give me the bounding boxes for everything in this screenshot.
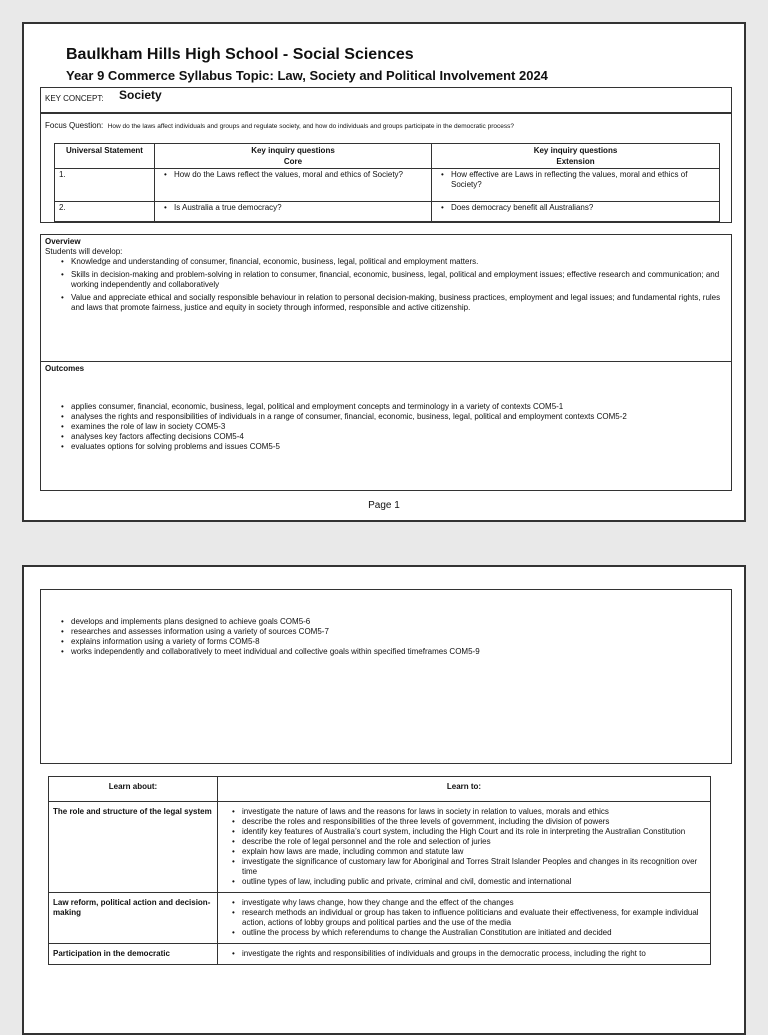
overview-list [59, 257, 726, 313]
outcomes-continued-list [59, 617, 736, 657]
list-item: • researches and assesses information using a variety of sources COM5-7 [71, 627, 736, 637]
key-concept-value: Society [119, 88, 162, 102]
list-item: • works independently and collaboratively to meet individual and collective goals within specified timeframes COM5-9 [71, 647, 736, 657]
list-item: • explain how laws are made, including common and statute law [242, 847, 706, 857]
extension-header: Key inquiry questions Extension [432, 144, 720, 169]
outcomes-continued-box [40, 589, 732, 764]
learn-table [48, 776, 711, 965]
list-item: • evaluates options for solving problems and issues COM5-5 [71, 442, 736, 452]
list-item: • Knowledge and understanding of consumer, financial, economic, business, legal, political and employment matters. [71, 257, 726, 267]
list-item: • describe the roles and responsibilities of the three levels of government, including the division of powers [242, 817, 706, 827]
learn-to-list [222, 898, 706, 938]
list-item: • examines the role of law in society COM5-3 [71, 422, 736, 432]
core-question: • Is Australia a true democracy? [174, 203, 427, 213]
table-row [55, 202, 720, 222]
core-header: Key inquiry questions Core [155, 144, 432, 169]
overview-box [40, 234, 732, 362]
list-item: • applies consumer, financial, economic, business, legal, political and employment concepts and terminology in a variety of contexts COM5-1 [71, 402, 736, 412]
key-concept-label: KEY CONCEPT: [45, 94, 104, 103]
outcomes-title: Outcomes [45, 364, 85, 373]
extension-question: • Does democracy benefit all Australians? [451, 203, 715, 213]
table-row [55, 169, 720, 202]
focus-question-text: How do the laws affect individuals and groups and regulate society, and how do individuals and groups participate in the democratic process? [107, 123, 514, 130]
list-item: • identify key features of Australia’s court system, including the High Court and its role in interpreting the Australian Constitution [242, 827, 706, 837]
list-item: • research methods an individual or group has taken to influence politicians and evaluate their effectiveness, for example individual action, actions of lobby groups and political parties and the use of the media [242, 908, 706, 928]
learn-to-list [222, 807, 706, 887]
inquiry-questions-table [54, 143, 720, 222]
school-title: Baulkham Hills High School - Social Sciences [66, 46, 414, 63]
overview-intro: Students will develop: [45, 247, 123, 256]
learn-to-list [222, 949, 706, 959]
learn-about-topic: Law reform, political action and decision-making [49, 893, 218, 944]
learn-to-header: Learn to: [218, 777, 711, 802]
table-row [49, 944, 711, 965]
list-item: • analyses the rights and responsibilities of individuals in a range of consumer, financial, economic, business, legal, political and employment contexts COM5-2 [71, 412, 736, 422]
key-concept-row [40, 87, 732, 113]
list-item: • investigate why laws change, how they change and the effect of the changes [242, 898, 706, 908]
list-item: • outline types of law, including public and private, criminal and civil, domestic and international [242, 877, 706, 887]
table-row [49, 893, 711, 944]
list-item: • explains information using a variety of forms COM5-8 [71, 637, 736, 647]
list-item: • investigate the rights and responsibilities of individuals and groups in the democratic process, including the right to [242, 949, 706, 959]
row-number: 1. [55, 169, 155, 202]
learn-about-topic: The role and structure of the legal system [49, 802, 218, 893]
core-question: • How do the Laws reflect the values, moral and ethics of Society? [174, 170, 427, 180]
syllabus-subtitle: Year 9 Commerce Syllabus Topic: Law, Society and Political Involvement 2024 [66, 68, 548, 83]
list-item: • investigate the nature of laws and the reasons for laws in society in relation to values, morals and ethics [242, 807, 706, 817]
list-item: • investigate the significance of customary law for Aboriginal and Torres Strait Islander Peoples and changes in its recognition over time [242, 857, 706, 877]
list-item: • analyses key factors affecting decisions COM5-4 [71, 432, 736, 442]
universal-statement-header: Universal Statement [55, 144, 155, 169]
list-item: • describe the role of legal personnel and the role and selection of juries [242, 837, 706, 847]
outcomes-list [59, 402, 736, 452]
list-item: • outline the process by which referendums to change the Australian Constitution are initiated and decided [242, 928, 706, 938]
table-row [49, 802, 711, 893]
list-item: • Skills in decision-making and problem-solving in relation to consumer, financial, economic, business, legal, political and employment issues; effective research and communication; and working independently and collaboratively [71, 270, 726, 290]
list-item: • Value and appreciate ethical and socially responsible behaviour in relation to personal decision-making, business practices, employment and legal issues; and fundamental rights, rules and laws that promote fairness, justice and equity in society through informed, responsible and active citizenship. [71, 293, 726, 313]
row-number: 2. [55, 202, 155, 222]
focus-question-label: Focus Question: [45, 121, 104, 130]
overview-title: Overview [45, 237, 81, 246]
document-page-2 [22, 565, 746, 1035]
extension-question: • How effective are Laws in reflecting the values, moral and ethics of Society? [451, 170, 715, 190]
list-item: • develops and implements plans designed to achieve goals COM5-6 [71, 617, 736, 627]
learn-about-topic: Participation in the democratic [49, 944, 218, 965]
outcomes-box [40, 361, 732, 491]
learn-about-header: Learn about: [49, 777, 218, 802]
page-number: Page 1 [368, 500, 400, 511]
document-page-1 [22, 22, 746, 522]
